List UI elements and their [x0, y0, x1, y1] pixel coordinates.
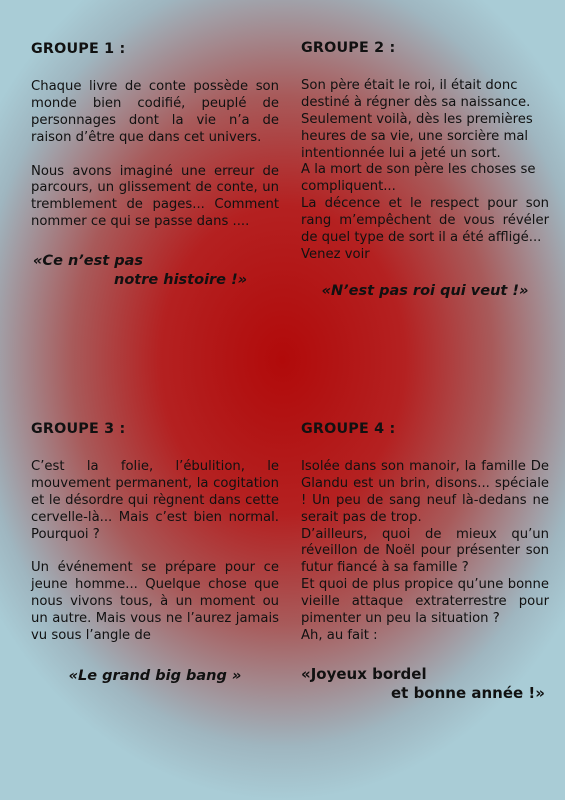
- group-3-paragraph-1: C’est la folie, l’ébulition, le mouvement permanent, la cogitation et le désordre qui règnent dans cette cervelle-là... Mais c’est bien normal. Pourquoi ?: [31, 458, 279, 542]
- group-2-paragraph-1: Son père était le roi, il était donc destiné à régner dès sa naissance.: [301, 77, 531, 110]
- group-1-tagline-line-2: notre histoire !»: [114, 272, 248, 289]
- group-4-tagline-line-2: et bonne année !»: [391, 683, 545, 702]
- group-2-paragraph-2: Seulement voilà, dès les premières heures de sa vie, une sorcière mal intentionnée lui a jeté un sort.: [301, 111, 533, 161]
- group-2-paragraph-4: La décence et le respect pour son rang m’empêchent de vous révéler de quel type de sort il a été affligé...: [301, 196, 549, 246]
- group-4-panel: [301, 421, 549, 703]
- group-1-paragraph-1: Chaque livre de conte possède son monde bien codifié, peuplé de personnages dont la vie n’a de raison d’être que dans cet univers.: [31, 78, 279, 145]
- group-1-tagline-line-1: «Ce n’est pas: [33, 253, 144, 270]
- group-1-paragraph-2: Nous avons imaginé une erreur de parcours, un glissement de conte, un tremblement de pages... Comment nommer ce qui se passe dans ....: [31, 163, 279, 230]
- group-4-paragraph-1: Isolée dans son manoir, la famille De Glandu est un brin, disons... spéciale ! Un peu de sang neuf là-dedans ne serait pas de trop.: [301, 458, 549, 525]
- group-3-tagline: «Le grand big bang »: [68, 667, 242, 684]
- group-3-paragraph-2: Un événement se prépare pour ce jeune homme... Quelque chose que nous vivons tous, à un moment ou un autre. Mais vous ne l’aurez jamais vu sous l’angle de: [31, 560, 279, 644]
- group-3-panel: [31, 421, 279, 686]
- group-4-title: GROUPE 4 :: [301, 421, 396, 437]
- group-4-paragraph-4: Ah, au fait :: [301, 627, 378, 643]
- group-2-paragraph-3: A la mort de son père les choses se compliquent...: [301, 162, 536, 195]
- group-2-tagline: «N’est pas roi qui veut !»: [321, 282, 529, 299]
- group-4-paragraph-3: Et quoi de plus propice qu’une bonne vieille attaque extraterrestre pour pimenter un peu la situation ?: [301, 577, 549, 627]
- group-4-paragraph-2: D’ailleurs, quoi de mieux qu’un réveillon de Noël pour présenter son futur fiancé à sa famille ?: [301, 526, 549, 576]
- group-1-title: GROUPE 1 :: [31, 41, 126, 57]
- group-2-paragraph-5: Venez voir: [301, 246, 370, 262]
- group-2-panel: [301, 40, 549, 301]
- group-4-tagline-line-1: «Joyeux bordel: [301, 664, 427, 683]
- group-2-title: GROUPE 2 :: [301, 40, 396, 56]
- group-1-panel: [31, 41, 279, 290]
- group-3-title: GROUPE 3 :: [31, 421, 126, 437]
